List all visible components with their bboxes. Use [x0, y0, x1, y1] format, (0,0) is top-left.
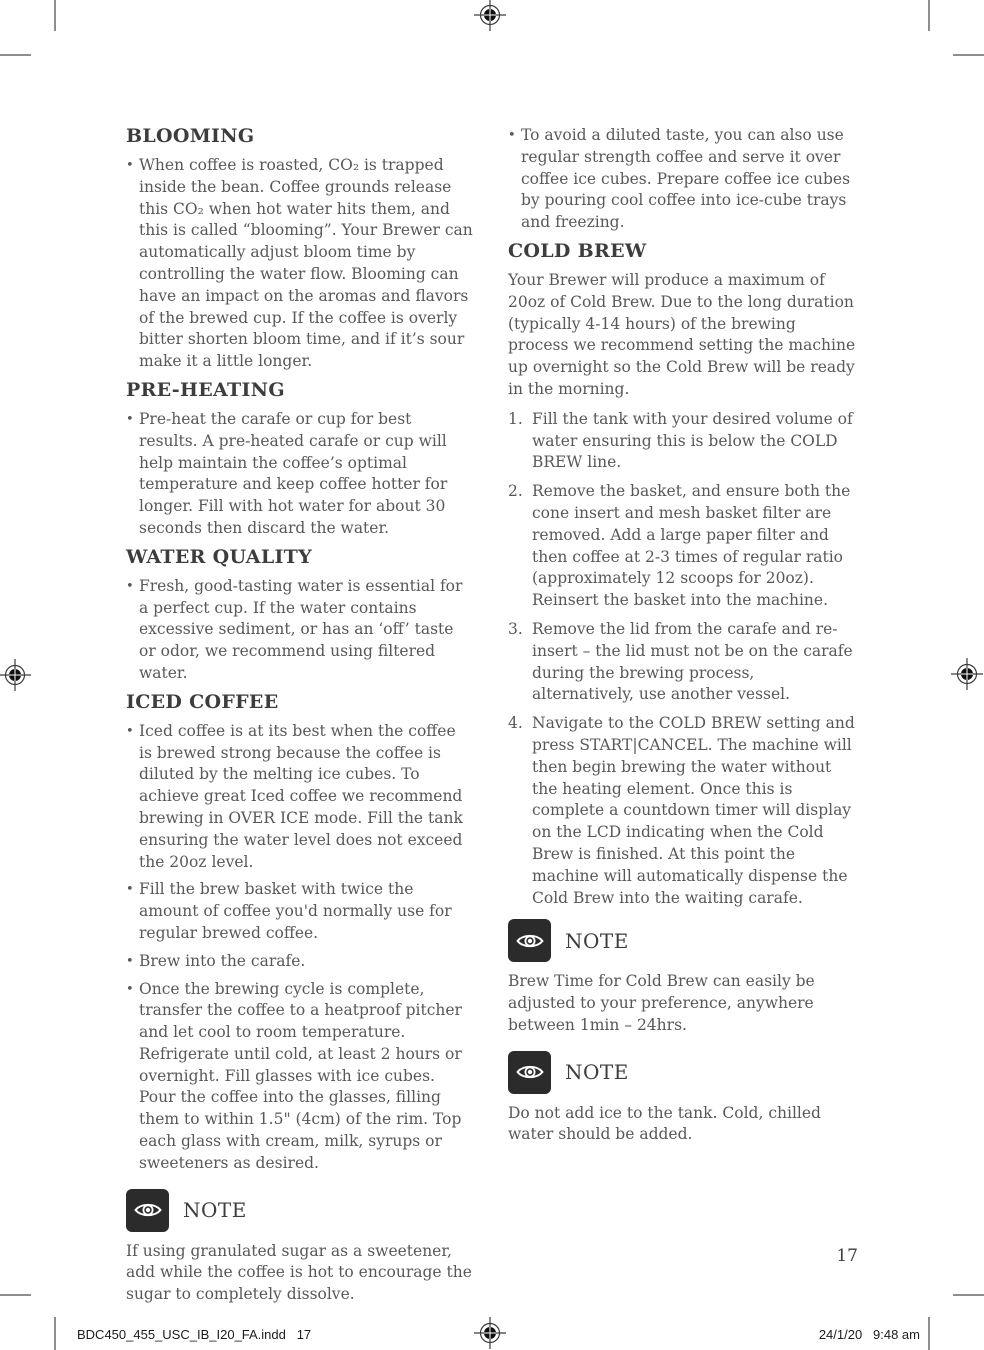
crop-mark-top-right-h — [953, 54, 984, 56]
note-label: NOTE — [565, 928, 629, 953]
bullet-text: Fresh, good-tasting water is essential for a perfect cup. If the water contains excessive sediment, or has an ‘off’ taste or odor, we recommend using filtered water. — [139, 576, 463, 682]
page-number: 17 — [836, 1246, 858, 1266]
bullet-item — [126, 409, 473, 540]
right-column — [508, 125, 860, 1146]
step-text: Fill the tank with your desired volume of water ensuring this is below the COLD BREW line. — [532, 409, 853, 472]
left-column — [126, 125, 473, 1306]
step-item — [508, 713, 860, 909]
step-text: Remove the lid from the carafe and re-insert – the lid must not be on the carafe during the brewing process, alternatively, use another vessel. — [532, 619, 853, 704]
crop-mark-bottom-right-v — [928, 1317, 930, 1350]
section-cold-brew — [508, 240, 860, 909]
eye-icon — [126, 1189, 169, 1232]
bullet-marker: • — [126, 578, 134, 594]
bullet-text: When coffee is roasted, CO₂ is trapped inside the bean. Coffee grounds release this CO₂ when hot water hits them, and this is called “blooming”. Your Brewer can automatically adjust bloom time by controlling the water flow. Blooming can have an impact on the aromas and flavors of the brewed cup. If the coffee is overly bitter shorten bloom time, and if it’s sour make it a little longer. — [139, 156, 473, 371]
cold-brew-intro: Your Brewer will produce a maximum of 20oz of Cold Brew. Due to the long duration (typically 4-14 hours) of the brewing process we recommend setting the machine up overnight so the Cold Brew will be ready in the morning. — [508, 270, 856, 398]
registration-mark-right — [950, 657, 984, 691]
bullet-marker: • — [126, 723, 134, 739]
crop-mark-bottom-right-h — [953, 1294, 984, 1296]
note-text: Do not add ice to the tank. Cold, chilled water should be added. — [508, 1103, 821, 1144]
crop-mark-bottom-left-v — [54, 1317, 56, 1350]
step-text: Navigate to the COLD BREW setting and press START|CANCEL. The machine will then begin brewing the water without the heating element. Once this is complete a countdown timer will display on the LCD indicating when the Cold Brew is finished. At this point the machine will automatically dispense the Cold Brew into the waiting carafe. — [532, 714, 855, 907]
section-water-quality — [126, 546, 473, 685]
section-heading: ICED COFFEE — [126, 690, 279, 713]
step-text: Remove the basket, and ensure both the cone insert and mesh basket filter are removed. Add a large paper filter and then coffee at 2-3 times of regular ratio (approximately 12 scoops for 20oz). Reinsert the basket into the machine. — [532, 482, 851, 610]
bullet-item — [126, 879, 473, 944]
bullet-text: Brew into the carafe. — [139, 951, 306, 970]
bullet-marker: • — [508, 128, 516, 143]
note-text: Brew Time for Cold Brew can easily be adjusted to your preference, anywhere between 1min – 24hrs. — [508, 972, 815, 1034]
section-iced-coffee — [126, 691, 473, 1175]
note-block — [508, 1051, 860, 1094]
bullet-marker: • — [126, 981, 134, 997]
bullet-marker: • — [126, 882, 134, 898]
bullet-text: Fill the brew basket with twice the amount of coffee you'd normally use for regular brewed coffee. — [139, 880, 452, 942]
crop-mark-bottom-left-h — [0, 1294, 31, 1296]
bullet-marker: • — [126, 158, 134, 173]
section-heading: COLD BREW — [508, 239, 647, 262]
section-heading: PRE-HEATING — [126, 378, 285, 401]
note-block — [126, 1189, 473, 1232]
section-blooming — [126, 125, 473, 373]
bullet-item — [126, 979, 473, 1175]
eye-icon — [508, 919, 551, 962]
bullet-item — [126, 721, 473, 874]
step-item — [508, 409, 860, 474]
step-number: 2. — [508, 482, 523, 501]
registration-mark-left — [0, 658, 32, 692]
section-pre-heating — [126, 379, 473, 540]
note-text: If using granulated sugar as a sweetener, add while the coffee is hot to encourage the sugar to completely dissolve. — [126, 1241, 472, 1304]
step-item — [508, 481, 860, 612]
crop-mark-top-right-v — [928, 0, 930, 31]
registration-mark-bottom — [473, 1316, 507, 1350]
note-label: NOTE — [183, 1198, 247, 1223]
cold-brew-steps — [508, 409, 860, 910]
bullet-item — [508, 125, 860, 234]
bullet-marker: • — [126, 953, 134, 969]
crop-mark-top-left-v — [54, 0, 56, 31]
note-label: NOTE — [565, 1060, 629, 1085]
bullet-item — [126, 576, 473, 685]
bullet-item — [126, 951, 473, 973]
step-number: 4. — [508, 714, 523, 733]
section-heading: BLOOMING — [126, 125, 255, 147]
footer-filename: BDC450_455_USC_IB_I20_FA.indd 17 — [77, 1327, 312, 1342]
section-heading: WATER QUALITY — [126, 545, 312, 568]
eye-icon — [508, 1051, 551, 1094]
bullet-item — [126, 155, 473, 373]
registration-mark-top — [473, 0, 507, 32]
step-number: 1. — [508, 409, 523, 428]
step-item — [508, 619, 860, 706]
bullet-text: To avoid a diluted taste, you can also use regular strength coffee and serve it over coffee ice cubes. Prepare coffee ice cubes by pouring cool coffee into ice-cube trays and freezing. — [521, 126, 851, 232]
bullet-text: Pre-heat the carafe or cup for best results. A pre-heated carafe or cup will help maintain the coffee’s optimal temperature and keep coffee hotter for longer. Fill with hot water for about 30 seconds then discard the water. — [139, 409, 448, 537]
bullet-text: Iced coffee is at its best when the coffee is brewed strong because the coffee is diluted by the melting ice cubes. To achieve great Iced coffee we recommend brewing in OVER ICE mode. Fill the tank ensuring the water level does not exceed the 20oz level. — [139, 721, 463, 871]
crop-mark-top-left-h — [0, 54, 31, 56]
footer-datetime: 24/1/20 9:48 am — [818, 1327, 920, 1342]
bullet-text: Once the brewing cycle is complete, transfer the coffee to a heatproof pitcher and let cool to room temperature. Refrigerate until cold, at least 2 hours or overnight. Fill glasses with ice cubes. Pour the coffee into the glasses, filling them to within 1.5" (4cm) of the rim. Top each glass with cream, milk, syrups or sweeteners as desired. — [139, 979, 462, 1172]
step-number: 3. — [508, 619, 523, 638]
note-block — [508, 919, 860, 962]
bullet-marker: • — [126, 411, 134, 427]
